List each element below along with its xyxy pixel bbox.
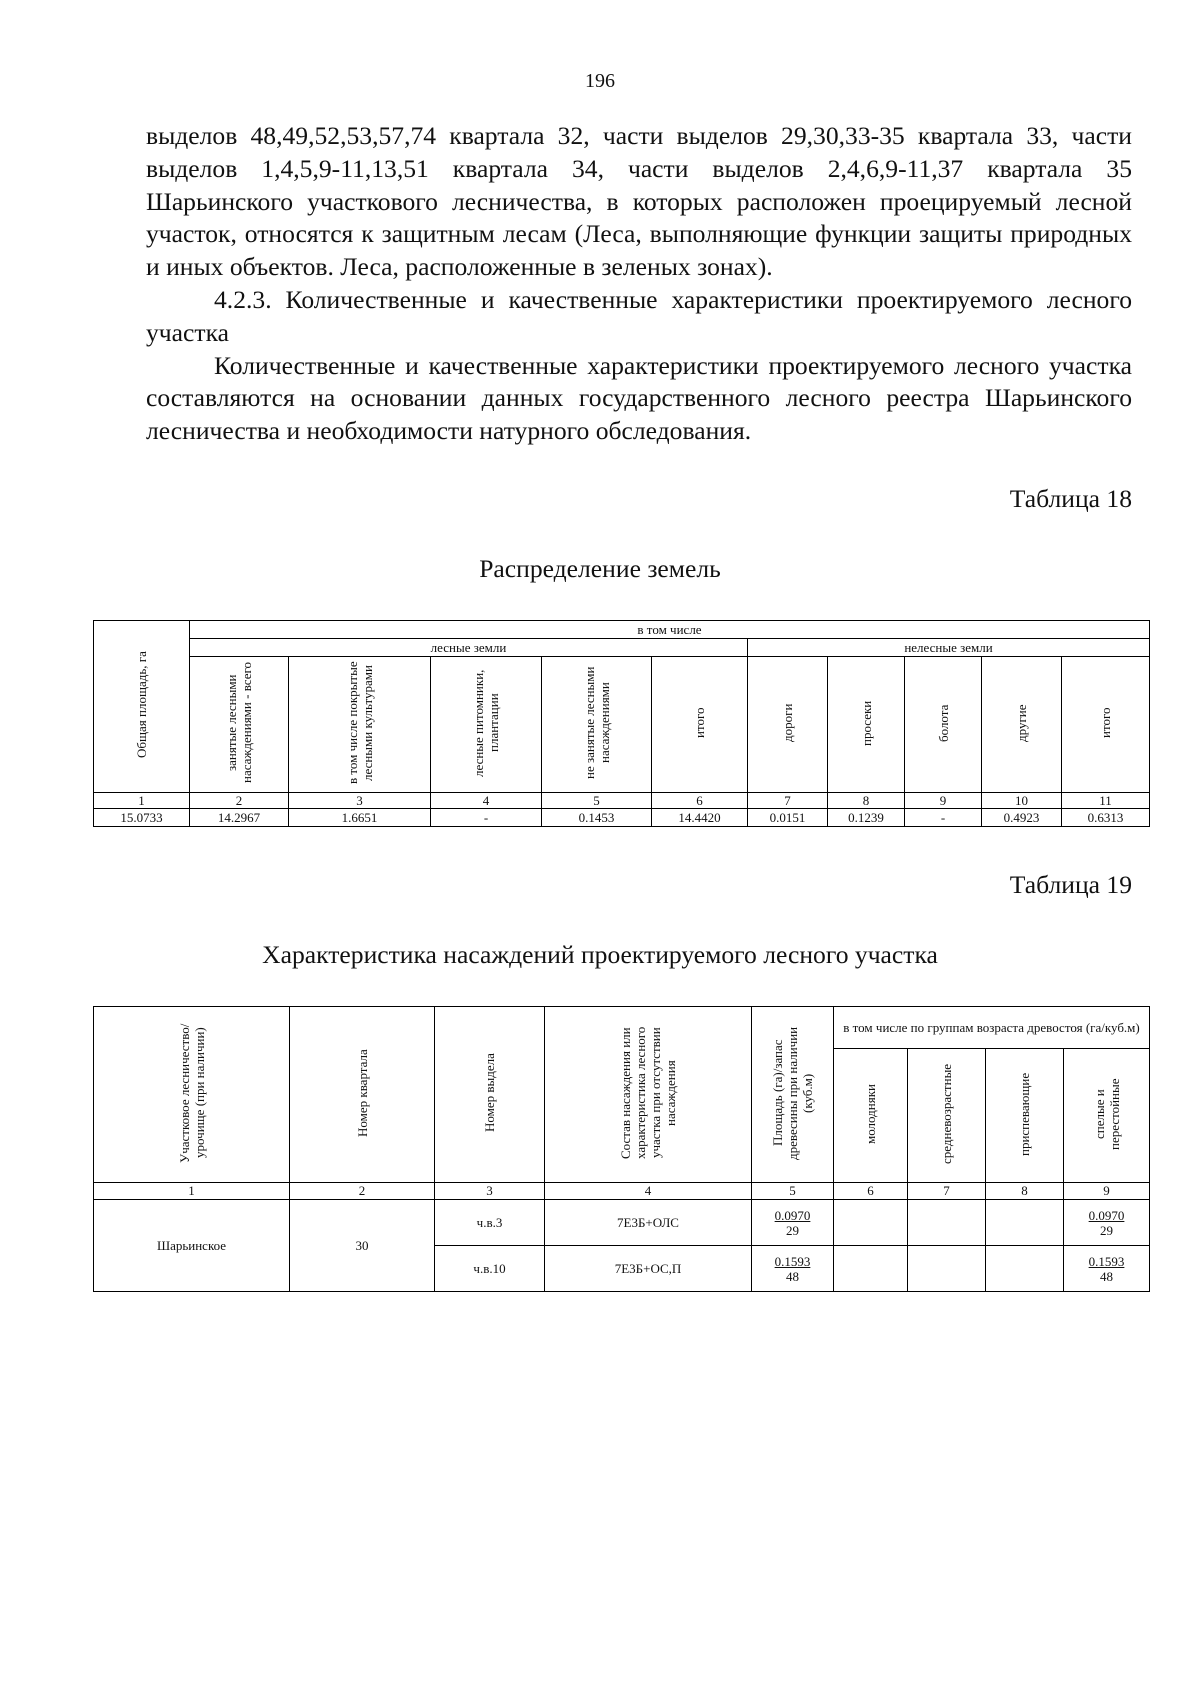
header-col: не занятые лесными насаждениями: [542, 657, 652, 793]
mature-area-value: 0.1593: [1088, 1253, 1125, 1269]
area-cell: [752, 1200, 834, 1246]
header-col: итого: [1062, 657, 1150, 793]
column-number: 9: [1064, 1183, 1150, 1200]
table-18-label: Таблица 18: [1009, 484, 1132, 513]
column-number: 6: [652, 793, 748, 809]
column-number: 7: [748, 793, 828, 809]
header-composition: Состав насаждения или характеристика лесного участка при отсутствии насаждения: [545, 1007, 752, 1183]
area-value: 0.1593: [774, 1253, 811, 1269]
cell: 0.1453: [542, 809, 652, 827]
young-cell: [834, 1246, 908, 1292]
ripening-cell: [986, 1200, 1064, 1246]
plantings-table: [93, 1006, 1150, 1292]
composition-cell: 7Е3Б+ОЛС: [545, 1200, 752, 1246]
cell: 0.4923: [982, 809, 1062, 827]
column-number: 2: [190, 793, 289, 809]
header-col: просеки: [828, 657, 905, 793]
cell: -: [905, 809, 982, 827]
cell: 1.6651: [289, 809, 431, 827]
header-section: Номер выдела: [435, 1007, 545, 1183]
column-number: 4: [431, 793, 542, 809]
mature-stock-value: 29: [1100, 1222, 1114, 1238]
header-col: болота: [905, 657, 982, 793]
table-18-title: Распределение земель: [479, 554, 721, 583]
mature-cell: [1064, 1246, 1150, 1292]
cell: 14.4420: [652, 809, 748, 827]
young-cell: [834, 1200, 908, 1246]
column-number: 1: [94, 1183, 290, 1200]
mature-stock-value: 48: [1100, 1268, 1114, 1284]
header-forestry: Участковое лесничество/урочище (при наличии): [94, 1007, 290, 1183]
paragraph-2: Количественные и качественные характеристики проектируемого лесного участка составляются на основании данных государственного лесного реестра Шарьинского лесничества и необходимости натурного обследования.: [146, 350, 1132, 446]
column-number: 5: [542, 793, 652, 809]
stock-value: 29: [786, 1222, 799, 1238]
header-quarter: Номер квартала: [290, 1007, 435, 1183]
area-cell: [752, 1246, 834, 1292]
cell: 0.6313: [1062, 809, 1150, 827]
middle-aged-cell: [908, 1246, 986, 1292]
table-19-title: Характеристика насаждений проектируемого лесного участка: [262, 940, 938, 969]
table-row: [94, 809, 1150, 827]
column-number: 5: [752, 1183, 834, 1200]
cell: 0.0151: [748, 809, 828, 827]
section-cell: ч.в.3: [435, 1200, 545, 1246]
header-col: другие: [982, 657, 1062, 793]
stock-value: 48: [786, 1268, 799, 1284]
header-age-groups: в том числе по группам возраста древостоя (га/куб.м): [834, 1007, 1150, 1049]
forestry-cell: Шарьинское: [94, 1200, 290, 1292]
section-cell: ч.в.10: [435, 1246, 545, 1292]
column-number: 11: [1062, 793, 1150, 809]
mature-area-value: 0.0970: [1088, 1207, 1125, 1223]
column-number: 9: [905, 793, 982, 809]
mature-cell: [1064, 1200, 1150, 1246]
section-heading: 4.2.3. Количественные и качественные характеристики проектируемого лесного участка: [146, 284, 1132, 347]
column-number: 1: [94, 793, 190, 809]
table-19-label: Таблица 19: [1009, 870, 1132, 899]
column-number: 7: [908, 1183, 986, 1200]
table-row: [94, 1200, 1150, 1246]
header-nonforest-lands: нелесные земли: [748, 639, 1150, 657]
column-number: 2: [290, 1183, 435, 1200]
header-mature: спелые и перестойные: [1064, 1049, 1150, 1183]
column-number: 8: [828, 793, 905, 809]
column-number: 4: [545, 1183, 752, 1200]
quarter-cell: 30: [290, 1200, 435, 1292]
column-number: 10: [982, 793, 1062, 809]
column-numbers-row: [94, 793, 1150, 809]
composition-cell: 7Е3Б+ОС,П: [545, 1246, 752, 1292]
header-young: молодняки: [834, 1049, 908, 1183]
cell: 14.2967: [190, 809, 289, 827]
column-numbers-row: [94, 1183, 1150, 1200]
header-col: в том числе покрытые лесными культурами: [289, 657, 431, 793]
middle-aged-cell: [908, 1200, 986, 1246]
ripening-cell: [986, 1246, 1064, 1292]
cell: -: [431, 809, 542, 827]
column-number: 6: [834, 1183, 908, 1200]
header-middle-aged: средневозрастные: [908, 1049, 986, 1183]
header-including: в том числе: [190, 621, 1150, 639]
header-total-area: Общая площадь, га: [94, 621, 190, 793]
cell: 0.1239: [828, 809, 905, 827]
header-col: занятые лесными насаждениями - всего: [190, 657, 289, 793]
area-value: 0.0970: [774, 1207, 811, 1223]
cell: 15.0733: [94, 809, 190, 827]
header-col: дороги: [748, 657, 828, 793]
header-col: итого: [652, 657, 748, 793]
header-col: лесные питомники, плантации: [431, 657, 542, 793]
page-number: 196: [585, 70, 615, 92]
header-ripening: приспевающие: [986, 1049, 1064, 1183]
land-distribution-table: [93, 620, 1150, 827]
body-text: [146, 120, 1132, 448]
column-number: 8: [986, 1183, 1064, 1200]
paragraph-1: выделов 48,49,52,53,57,74 квартала 32, части выделов 29,30,33-35 квартала 33, части выделов 1,4,5,9-11,13,51 квартала 34, части выделов 2,4,6,9-11,37 квартала 35 Шарьинского участкового лесничества, в которых расположен проецируемый лесной участок, относятся к защитным лесам (Леса, выполняющие функции защиты природных и иных объектов. Леса, расположенные в зеленых зонах).: [146, 121, 1132, 282]
column-number: 3: [289, 793, 431, 809]
header-area: Площадь (га)/запас древесины при наличии (куб.м): [752, 1007, 834, 1183]
column-number: 3: [435, 1183, 545, 1200]
header-forest-lands: лесные земли: [190, 639, 748, 657]
